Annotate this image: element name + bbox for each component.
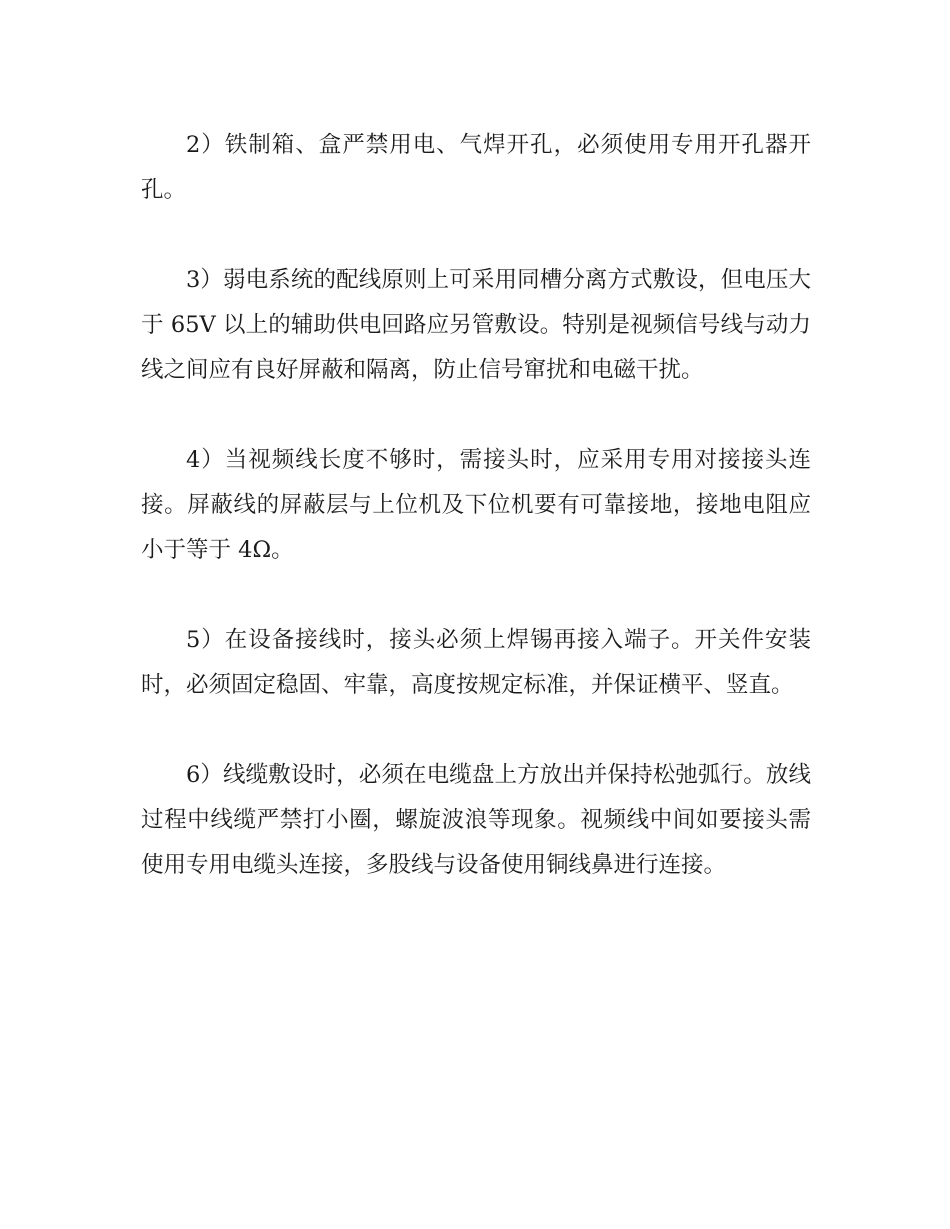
- paragraph-item-5: 5）在设备接线时，接头必须上焊锡再接入端子。开关件安装时，必须固定稳固、牢靠，高度按规定标准，并保证横平、竖直。: [141, 627, 811, 698]
- paragraph-item-2: 2）铁制箱、盒严禁用电、气焊开孔，必须使用专用开孔器开孔。: [141, 132, 811, 203]
- paragraph-item-4: 4）当视频线长度不够时，需接头时，应采用专用对接接头连接。屏蔽线的屏蔽层与上位机及下位机要有可靠接地，接地电阻应小于等于 4Ω。: [141, 447, 811, 563]
- document-body: [141, 123, 811, 933]
- paragraph-item-3: 3）弱电系统的配线原则上可采用同槽分离方式敷设，但电压大于 65V 以上的辅助供电回路应另管敷设。特别是视频信号线与动力线之间应有良好屏蔽和隔离，防止信号窜扰和电磁干扰。: [141, 267, 811, 383]
- paragraph-item-6: 6）线缆敷设时，必须在电缆盘上方放出并保持松弛弧行。放线过程中线缆严禁打小圈，螺旋波浪等现象。视频线中间如要接头需使用专用电缆头连接，多股线与设备使用铜线鼻进行连接。: [141, 762, 811, 878]
